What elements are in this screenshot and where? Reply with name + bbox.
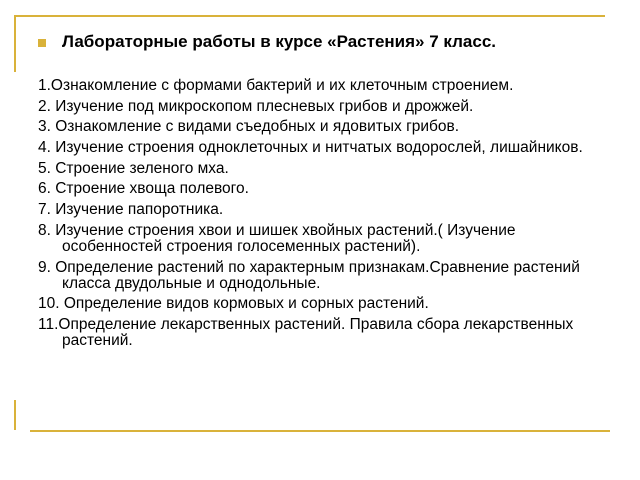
list-item: 1.Ознакомление с формами бактерий и их клеточным строением. [38,77,514,94]
list-item: 10. Определение видов кормовых и сорных растений. [38,295,429,313]
bottom-rule [30,430,610,432]
left-rule-lower [14,400,16,430]
list-item: 2. Изучение под микроскопом плесневых грибов и дрожжей. [38,97,474,115]
list-item: 7. Изучение папоротника. [38,201,224,219]
list-item: 5. Строение зеленого мха. [38,159,229,177]
list-item: 8. Изучение строения хвои и шишек хвойных растений.( Изучение особенностей строения голосеменных растений). [38,221,516,255]
lab-work-list [38,78,593,354]
square-bullet-icon [38,39,46,47]
slide-title: Лабораторные работы в курсе «Растения» 7 класс. [62,32,497,51]
list-item: 4. Изучение строения одноклеточных и нитчатых водорослей, лишайников. [38,139,583,157]
slide-header [38,32,496,52]
list-item: 3. Ознакомление с видами съедобных и ядовитых грибов. [38,118,460,136]
list-item: 6. Строение хвоща полевого. [38,180,249,198]
list-item: 11.Определение лекарственных растений. Правила сбора лекарственных растений. [38,315,574,349]
left-rule [14,15,16,72]
list-item: 9. Определение растений по характерным признакам.Сравнение растений класса двудольные и однодольные. [38,258,580,292]
top-rule [15,15,605,17]
